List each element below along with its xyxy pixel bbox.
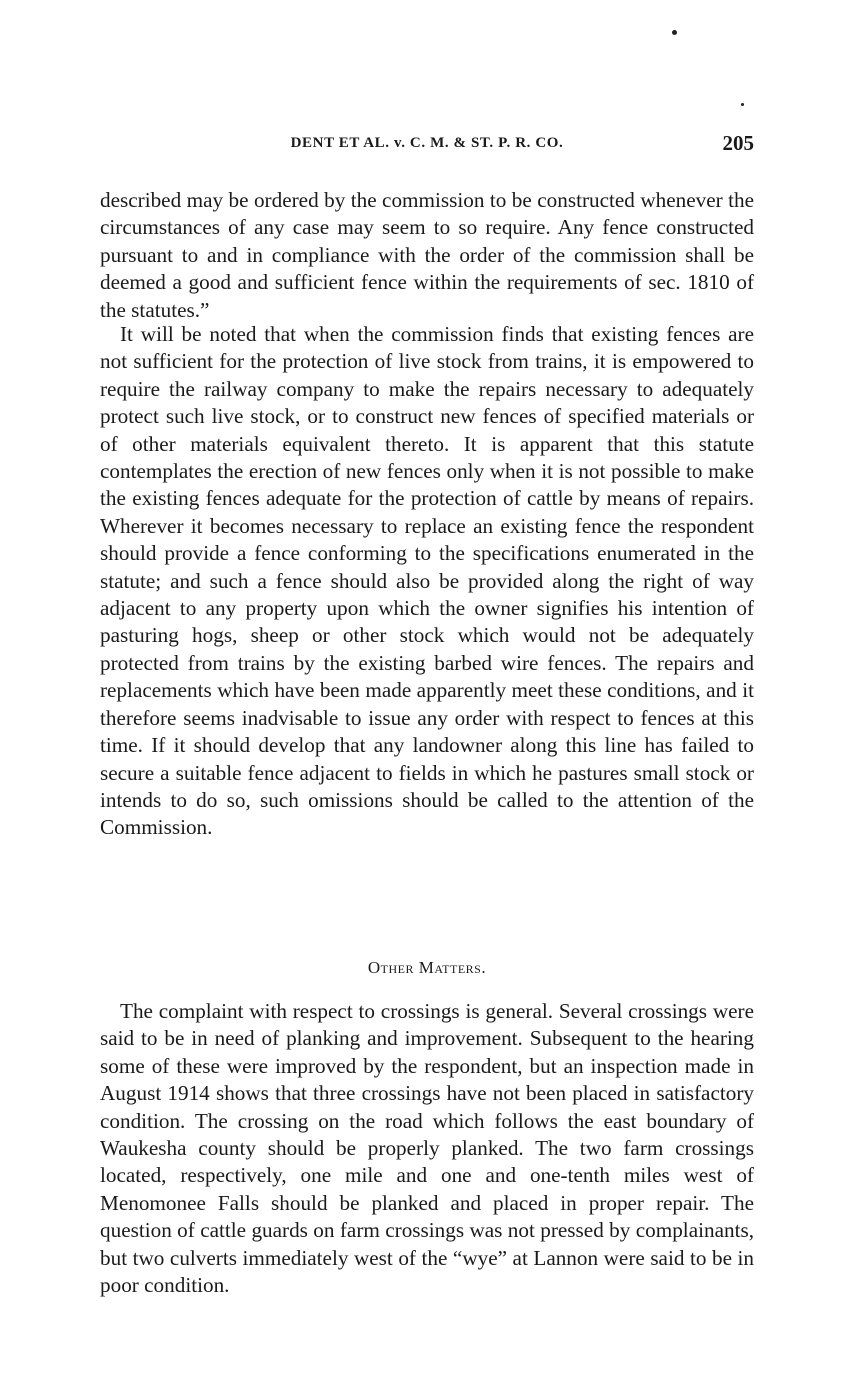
body-text-other-matters	[100, 998, 754, 1299]
page-number: 205	[722, 131, 754, 155]
section-heading: Other Matters.	[367, 958, 487, 977]
running-head: DENT ET AL. v. C. M. & ST. P. R. CO.	[290, 135, 564, 151]
paragraph: It will be noted that when the commission finds that existing fences are not sufficient for the protection of live stock from trains, it is empowered to require the railway company to make the repairs necessary to adequately protect such live stock, or to construct new fences of specified materials or of other materials equivalent thereto. It is apparent that this statute contemplates the erection of new fences only when it is not possible to make the existing fences adequate for the protection of cattle by means of repairs. Wherever it becomes necessary to replace an existing fence the respondent should provide a fence conforming to the specifications enumerated in the statute; and such a fence should also be provided along the right of way adjacent to any property upon which the owner signifies his intention of pasturing hogs, sheep or other stock which would not be adequately protected from trains by the existing barbed wire fences. The repairs and replacements which have been made apparently meet these conditions, and it therefore seems inadvisable to issue any order with respect to fences at this time. If it should develop that any landowner along this line has failed to secure a suitable fence adjacent to fields in which he pastures small stock or intends to do so, such omissions should be called to the attention of the Commission.	[100, 322, 754, 840]
paragraph: The complaint with respect to crossings is general. Several crossings were said to be in need of planking and improvement. Subsequent to the hearing some of these were improved by the respondent, but an inspection made in August 1914 shows that three crossings have not been placed in satisfactory condition. The crossing on the road which follows the east boundary of Waukesha county should be properly planked. The two farm crossings located, respectively, one mile and one and one-tenth miles west of Menomonee Falls should be planked and placed in proper repair. The question of cattle guards on farm crossings was not pressed by complainants, but two culverts immediately west of the “wye” at Lannon were said to be in poor condition.	[100, 999, 754, 1298]
body-text-fences	[100, 321, 754, 842]
paragraph: described may be ordered by the commission to be constructed whenever the circumstances of any case may seem to so require. Any fence constructed pursuant to and in compliance with the order of the commission shall be deemed a good and sufficient fence within the requirements of sec. 1810 of the statutes.”	[100, 188, 754, 322]
print-speck	[672, 30, 677, 35]
page-header	[100, 131, 754, 161]
body-text-continuation	[100, 187, 754, 324]
print-speck	[741, 103, 744, 106]
